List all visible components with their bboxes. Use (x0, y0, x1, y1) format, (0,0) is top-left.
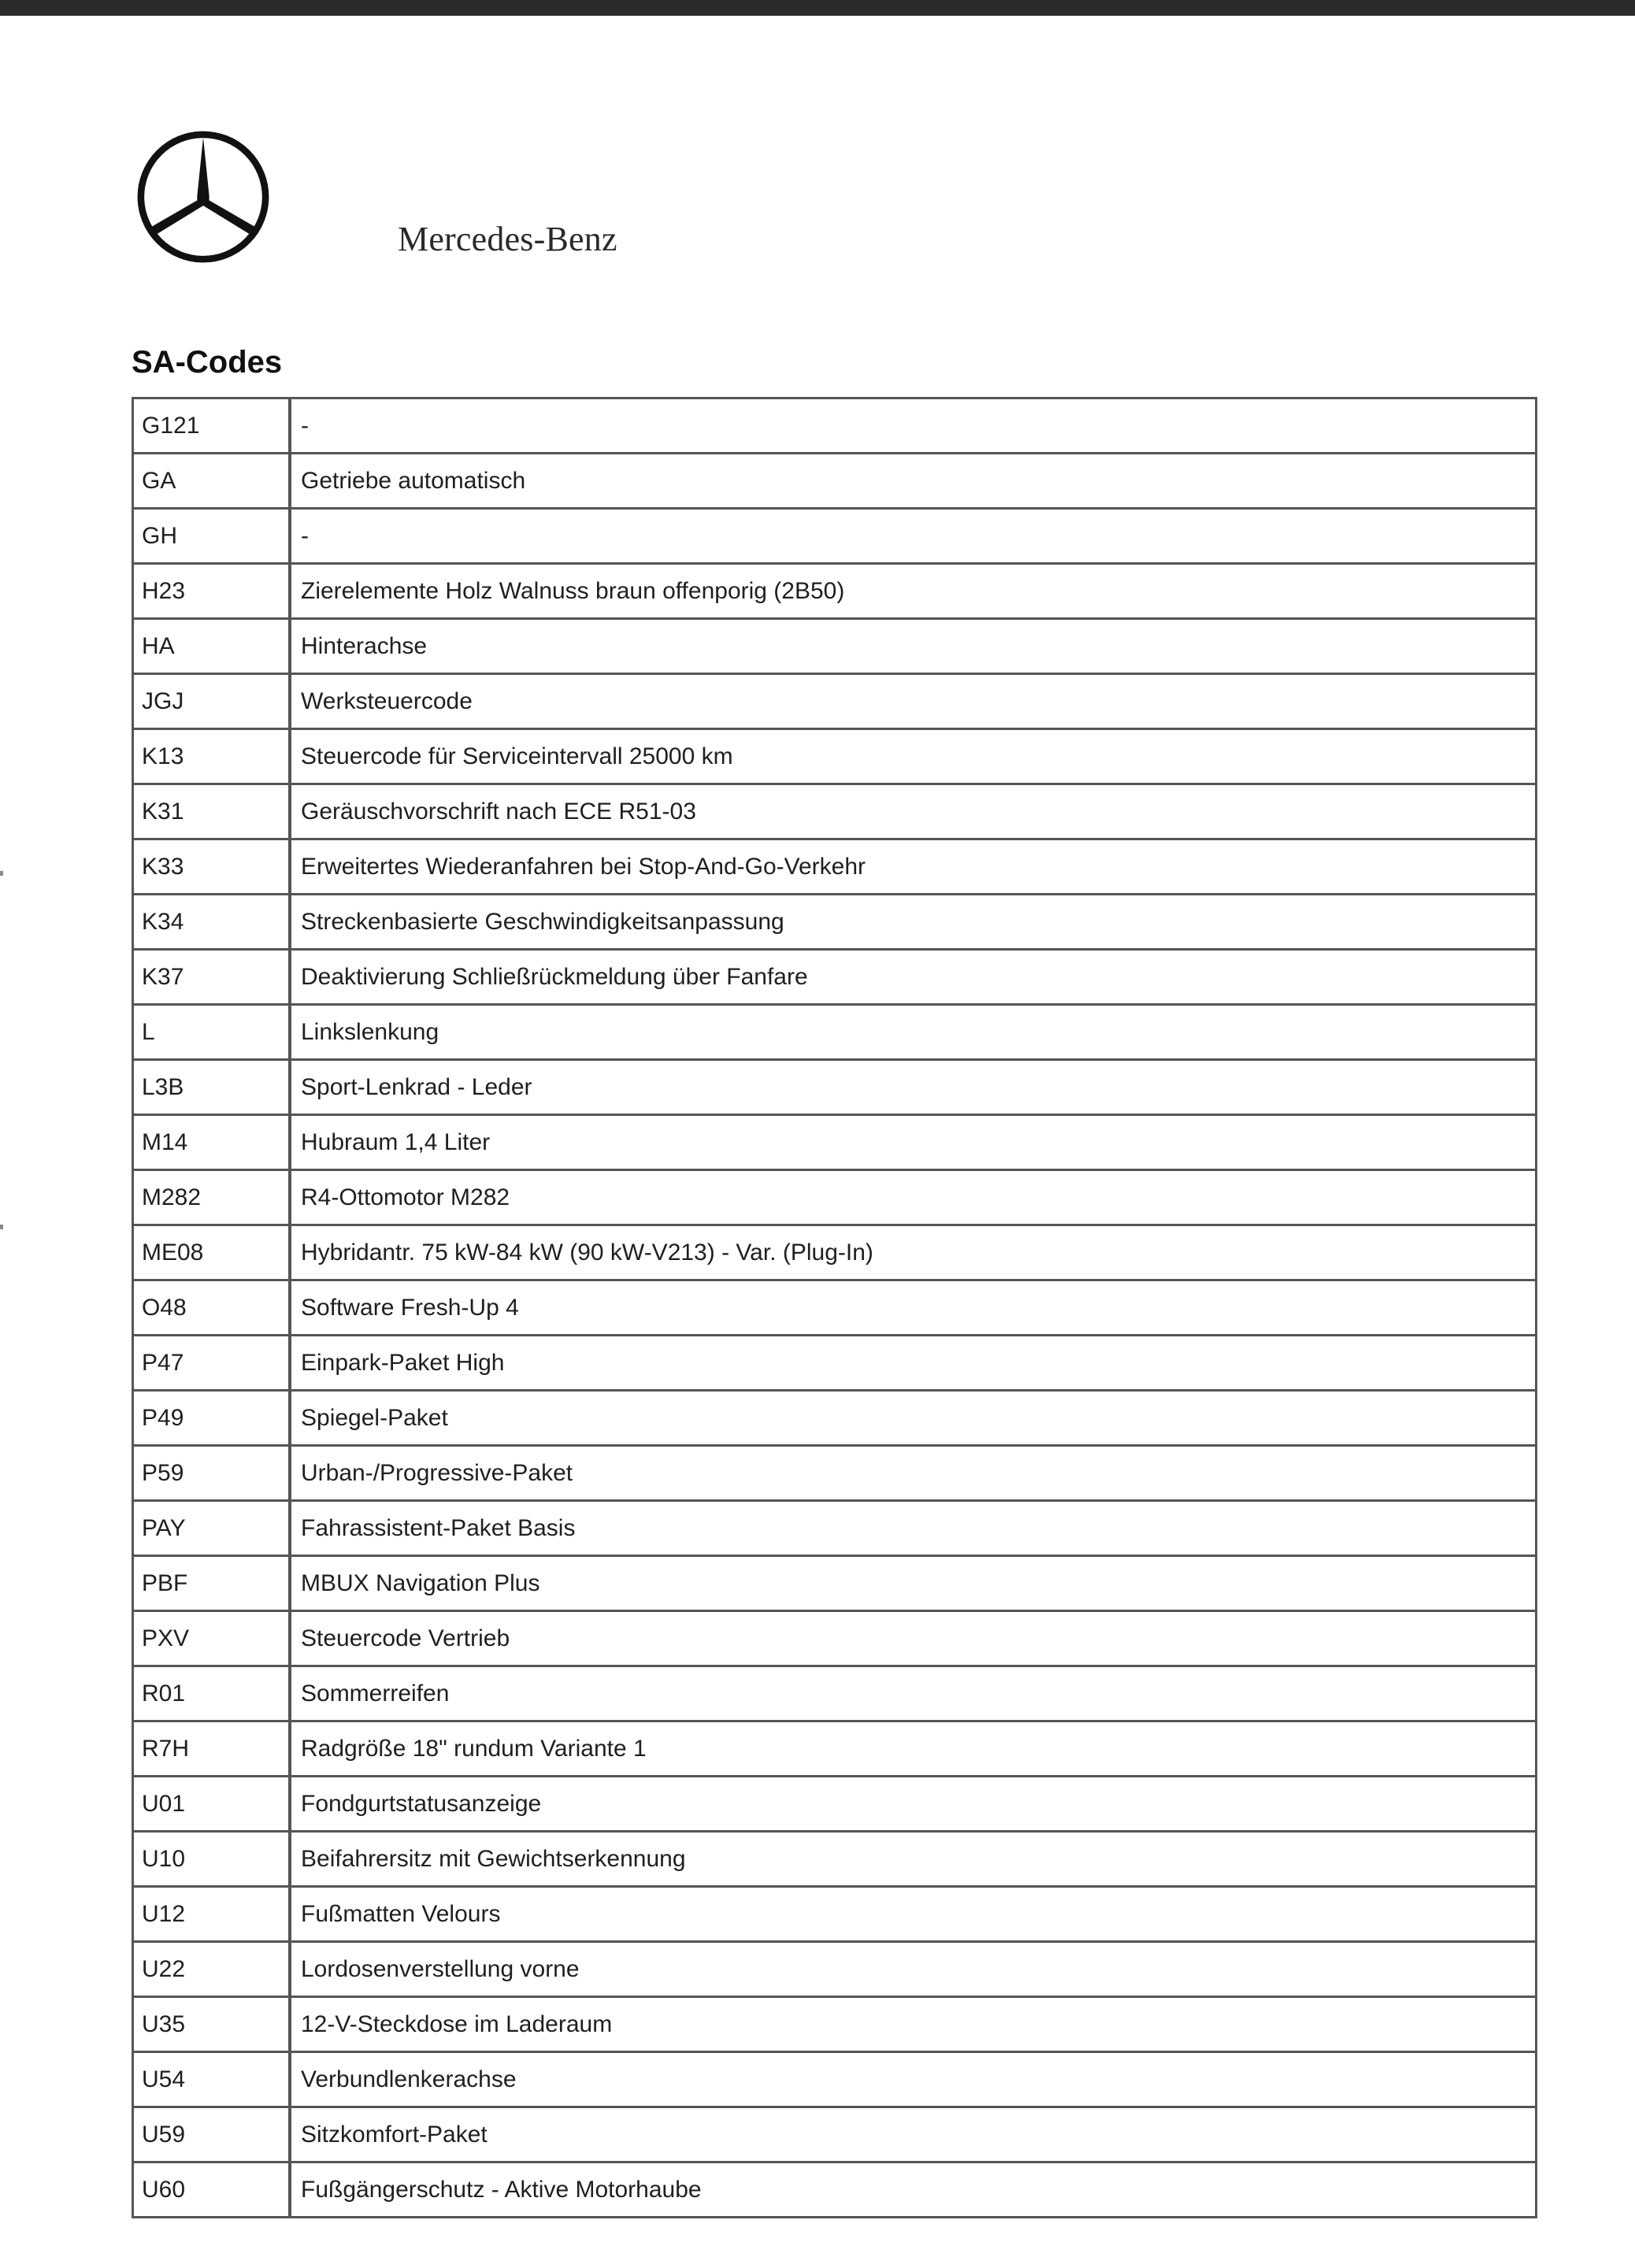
table-row (133, 950, 1537, 1005)
sa-code-cell: H23 (133, 564, 291, 619)
table-row (133, 2162, 1537, 2218)
table-row (133, 1942, 1537, 1997)
sa-code-cell: U01 (133, 1777, 291, 1832)
table-row (133, 1501, 1537, 1556)
sa-description-cell: Verbundlenkerachse (290, 2052, 1537, 2107)
sa-code-cell: HA (133, 619, 291, 674)
sa-code-cell: U35 (133, 1997, 291, 2052)
sa-description-cell: Radgröße 18" rundum Variante 1 (290, 1721, 1537, 1777)
sa-description-cell: Steuercode Vertrieb (290, 1611, 1537, 1666)
sa-code-cell: U22 (133, 1942, 291, 1997)
sa-description-cell: Fondgurtstatusanzeige (290, 1777, 1537, 1832)
sa-description-cell: Fußmatten Velours (290, 1887, 1537, 1942)
table-row (133, 564, 1537, 619)
sa-description-cell: Fahrassistent-Paket Basis (290, 1501, 1537, 1556)
table-row (133, 1721, 1537, 1777)
table-row (133, 1170, 1537, 1225)
table-row (133, 1115, 1537, 1170)
sa-description-cell: - (290, 509, 1537, 564)
sa-code-cell: K31 (133, 784, 291, 839)
sa-description-cell: Hinterachse (290, 619, 1537, 674)
sa-code-cell: GH (133, 509, 291, 564)
sa-description-cell: Hybridantr. 75 kW-84 kW (90 kW-V213) - Var. (Plug-In) (290, 1225, 1537, 1280)
sa-description-cell: Werksteuercode (290, 674, 1537, 729)
table-row (133, 1777, 1537, 1832)
table-row (133, 1666, 1537, 1721)
sa-code-cell: GA (133, 454, 291, 509)
sa-code-cell: O48 (133, 1280, 291, 1336)
sa-code-cell: L (133, 1005, 291, 1060)
sa-code-cell: K34 (133, 895, 291, 950)
sa-description-cell: Einpark-Paket High (290, 1336, 1537, 1391)
section-title: SA-Codes (132, 345, 283, 380)
sa-code-cell: U12 (133, 1887, 291, 1942)
sa-description-cell: Urban-/Progressive-Paket (290, 1446, 1537, 1501)
table-row (133, 1336, 1537, 1391)
mercedes-star-icon (135, 129, 271, 265)
sa-description-cell: Zierelemente Holz Walnuss braun offenporig (2B50) (290, 564, 1537, 619)
sa-code-cell: U60 (133, 2162, 291, 2218)
table-row (133, 1832, 1537, 1887)
sa-codes-table-body (133, 398, 1537, 2218)
sa-description-cell: R4-Ottomotor M282 (290, 1170, 1537, 1225)
sa-description-cell: Linkslenkung (290, 1005, 1537, 1060)
sa-code-cell: PBF (133, 1556, 291, 1611)
sa-code-cell: P47 (133, 1336, 291, 1391)
sa-code-cell: R7H (133, 1721, 291, 1777)
sa-code-cell: P59 (133, 1446, 291, 1501)
table-row (133, 1280, 1537, 1336)
table-row (133, 2052, 1537, 2107)
sa-code-cell: U59 (133, 2107, 291, 2162)
table-row (133, 895, 1537, 950)
sa-description-cell: Software Fresh-Up 4 (290, 1280, 1537, 1336)
sa-code-cell: K13 (133, 729, 291, 784)
sa-codes-table (132, 397, 1537, 2218)
sa-description-cell: Getriebe automatisch (290, 454, 1537, 509)
table-row (133, 1887, 1537, 1942)
sa-code-cell: U10 (133, 1832, 291, 1887)
sa-code-cell: M282 (133, 1170, 291, 1225)
brand-wordmark: Mercedes-Benz (398, 220, 617, 258)
sa-description-cell: Beifahrersitz mit Gewichtserkennung (290, 1832, 1537, 1887)
window-top-bar (0, 0, 1635, 16)
sa-description-cell: Deaktivierung Schließrückmeldung über Fanfare (290, 950, 1537, 1005)
table-row (133, 729, 1537, 784)
sa-description-cell: Sommerreifen (290, 1666, 1537, 1721)
sa-description-cell: Sitzkomfort-Paket (290, 2107, 1537, 2162)
table-row (133, 1225, 1537, 1280)
sa-description-cell: Hubraum 1,4 Liter (290, 1115, 1537, 1170)
sa-code-cell: G121 (133, 398, 291, 454)
sa-code-cell: K37 (133, 950, 291, 1005)
sa-description-cell: Erweitertes Wiederanfahren bei Stop-And-Go-Verkehr (290, 839, 1537, 895)
sa-description-cell: Sport-Lenkrad - Leder (290, 1060, 1537, 1115)
table-row (133, 1391, 1537, 1446)
table-row (133, 1060, 1537, 1115)
table-row (133, 509, 1537, 564)
table-row (133, 454, 1537, 509)
sa-code-cell: P49 (133, 1391, 291, 1446)
sa-code-cell: JGJ (133, 674, 291, 729)
sa-description-cell: Fußgängerschutz - Aktive Motorhaube (290, 2162, 1537, 2218)
sa-code-cell: U54 (133, 2052, 291, 2107)
sa-description-cell: Lordosenverstellung vorne (290, 1942, 1537, 1997)
sa-description-cell: - (290, 398, 1537, 454)
table-row (133, 1005, 1537, 1060)
sa-code-cell: L3B (133, 1060, 291, 1115)
table-row (133, 839, 1537, 895)
table-row (133, 784, 1537, 839)
table-row (133, 1611, 1537, 1666)
sa-code-cell: R01 (133, 1666, 291, 1721)
table-row (133, 1446, 1537, 1501)
table-row (133, 619, 1537, 674)
sa-code-cell: PAY (133, 1501, 291, 1556)
sa-code-cell: K33 (133, 839, 291, 895)
sa-description-cell: Streckenbasierte Geschwindigkeitsanpassung (290, 895, 1537, 950)
sa-description-cell: Spiegel-Paket (290, 1391, 1537, 1446)
sa-description-cell: MBUX Navigation Plus (290, 1556, 1537, 1611)
table-row (133, 1997, 1537, 2052)
page-edge-mark (0, 871, 3, 876)
table-row (133, 1556, 1537, 1611)
table-row (133, 398, 1537, 454)
table-row (133, 674, 1537, 729)
sa-code-cell: PXV (133, 1611, 291, 1666)
sa-code-cell: M14 (133, 1115, 291, 1170)
sa-description-cell: Geräuschvorschrift nach ECE R51-03 (290, 784, 1537, 839)
sa-code-cell: ME08 (133, 1225, 291, 1280)
sa-description-cell: Steuercode für Serviceintervall 25000 km (290, 729, 1537, 784)
page-edge-mark (0, 1225, 3, 1229)
sa-description-cell: 12-V-Steckdose im Laderaum (290, 1997, 1537, 2052)
table-row (133, 2107, 1537, 2162)
